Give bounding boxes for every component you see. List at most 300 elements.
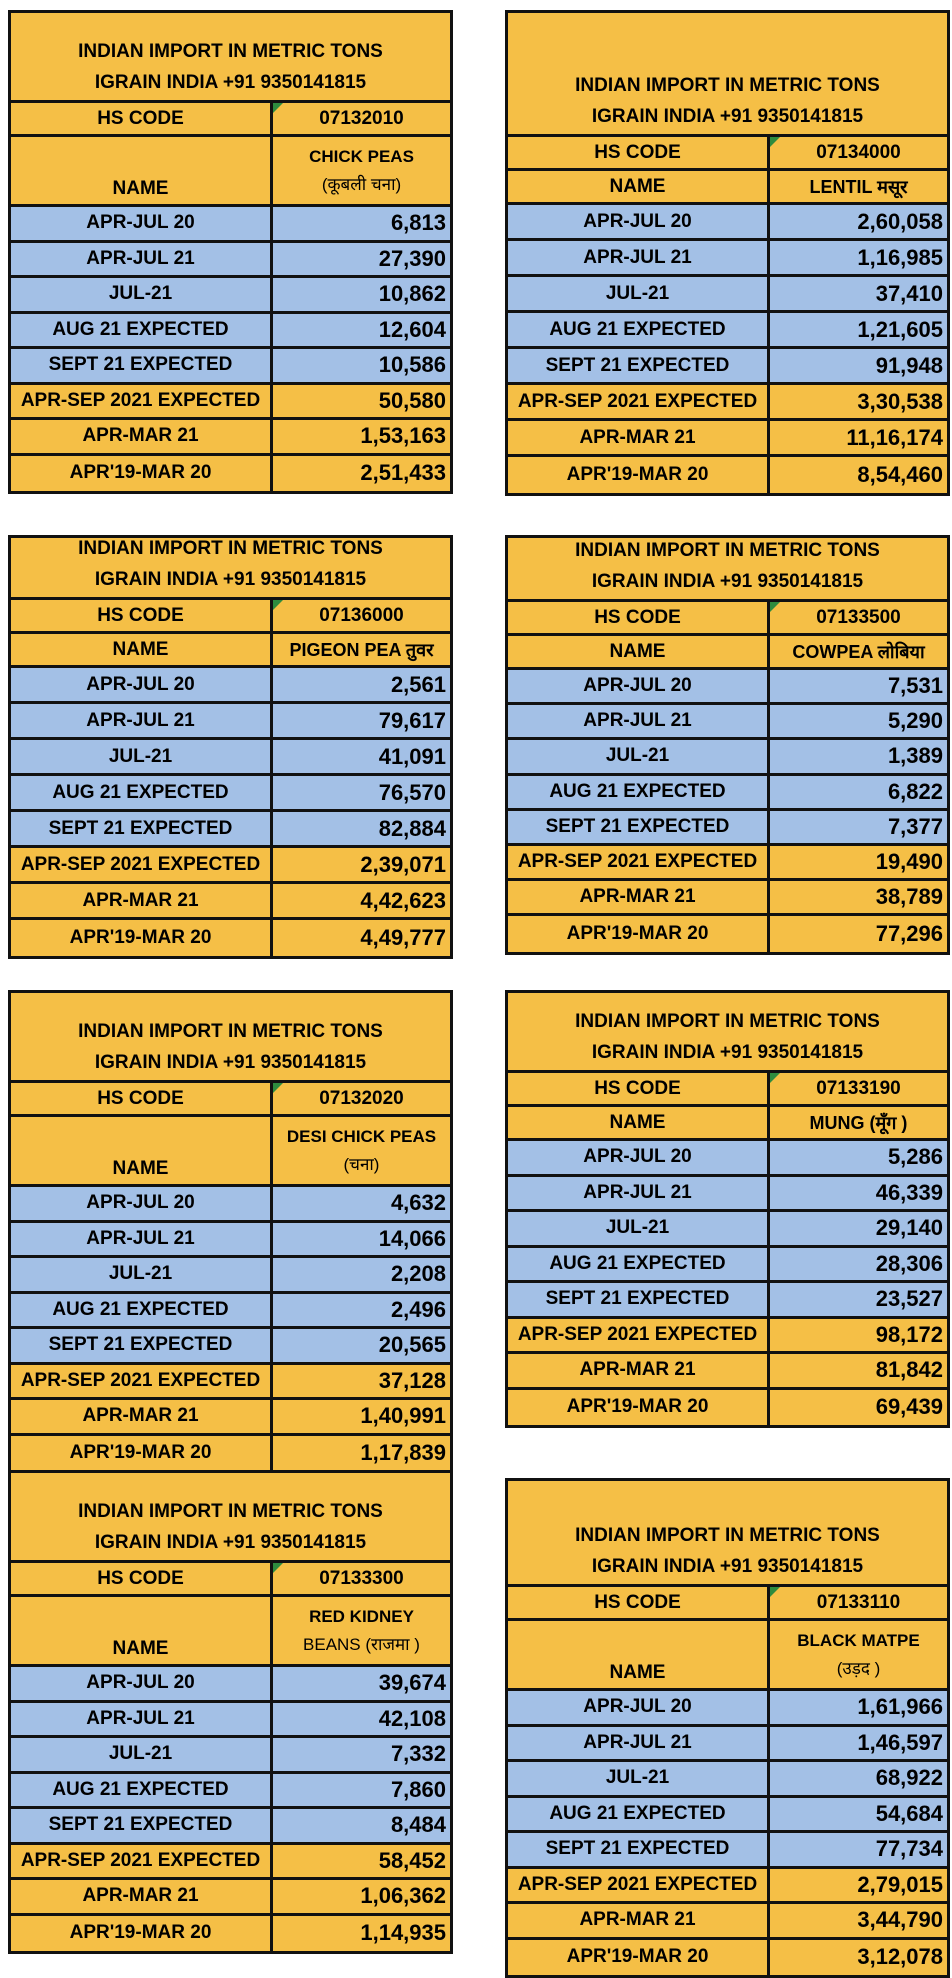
table-row [508, 1940, 947, 1976]
hs-code-value [273, 600, 450, 631]
comment-marker-icon [770, 137, 780, 147]
table-row [11, 1294, 450, 1330]
import-value: 1,61,966 [857, 1694, 943, 1720]
import-table [8, 1470, 453, 1954]
period-label: APR-JUL 20 [11, 668, 273, 701]
import-value: 6,813 [390, 210, 446, 236]
table-row [508, 1212, 947, 1248]
comment-marker-icon [770, 602, 780, 612]
period-label: APR'19-MAR 20 [508, 1390, 770, 1426]
table-row [508, 385, 947, 421]
period-label: APR-SEP 2021 EXPECTED [508, 846, 770, 878]
import-value: 76,570 [378, 779, 446, 805]
import-value: 91,948 [875, 352, 943, 378]
period-label: APR-JUL 20 [11, 207, 273, 240]
period-label: APR-JUL 20 [508, 670, 770, 702]
period-label: APR-MAR 21 [508, 421, 770, 454]
import-value: 11,16,174 [846, 424, 943, 450]
table-row [508, 205, 947, 241]
table-row [508, 241, 947, 277]
title-line: INDIAN IMPORT IN METRIC TONS [575, 540, 880, 561]
title-subline: IGRAIN INDIA +91 9350141815 [94, 569, 367, 590]
table-row [508, 740, 947, 775]
import-value: 20,565 [378, 1332, 446, 1358]
commodity-name-line1: MUNG (मूँग ) [809, 1112, 908, 1133]
hs-code-value [770, 1073, 947, 1104]
table-row [11, 812, 450, 848]
import-value: 8,484 [390, 1812, 446, 1838]
table-row [11, 920, 450, 956]
table-row [11, 385, 450, 421]
commodity-name [273, 1117, 450, 1184]
hs-code-label: HS CODE [508, 1073, 770, 1104]
period-label: APR-MAR 21 [508, 1904, 770, 1937]
period-label: APR-JUL 20 [508, 1141, 770, 1174]
table-row [508, 421, 947, 457]
import-value: 2,496 [390, 1296, 446, 1322]
table-row [11, 1916, 450, 1952]
name-row [508, 636, 947, 670]
period-label: APR'19-MAR 20 [508, 1940, 770, 1976]
period-label: JUL-21 [11, 740, 273, 773]
hs-code-label: HS CODE [11, 600, 273, 631]
import-value: 23,527 [875, 1286, 943, 1312]
title-subline: IGRAIN INDIA +91 9350141815 [591, 1042, 864, 1063]
import-value: 7,332 [390, 1741, 446, 1767]
period-label: APR-SEP 2021 EXPECTED [508, 1869, 770, 1902]
import-value: 81,842 [875, 1357, 943, 1383]
hs-code-label: HS CODE [11, 1563, 273, 1594]
table-row [508, 313, 947, 349]
name-row [11, 1597, 450, 1667]
period-label: APR-JUL 21 [11, 1703, 273, 1736]
table-row [11, 207, 450, 243]
period-label: APR-SEP 2021 EXPECTED [11, 1365, 273, 1398]
table-row [11, 704, 450, 740]
table-row [11, 848, 450, 884]
import-value: 79,617 [378, 707, 446, 733]
commodity-name-line1: LENTIL मसूर [809, 176, 908, 197]
commodity-name-line1: RED KIDNEY [309, 1606, 414, 1626]
name-row [11, 634, 450, 668]
period-label: APR-MAR 21 [508, 881, 770, 913]
period-label: JUL-21 [508, 1212, 770, 1245]
period-label: APR'19-MAR 20 [508, 916, 770, 951]
table-title [11, 1473, 450, 1563]
hs-code-text: 07133300 [319, 1567, 404, 1589]
table-title [11, 13, 450, 103]
hs-code-label: HS CODE [11, 1083, 273, 1114]
table-row [11, 1258, 450, 1294]
title-line: INDIAN IMPORT IN METRIC TONS [575, 75, 880, 96]
period-label: APR-JUL 20 [508, 1691, 770, 1724]
import-table [8, 535, 453, 959]
hs-code-value [273, 1083, 450, 1114]
comment-marker-icon [273, 103, 283, 113]
hs-code-text: 07136000 [319, 604, 404, 626]
table-row [11, 1845, 450, 1881]
table-row [11, 668, 450, 704]
import-value: 10,862 [378, 281, 446, 307]
name-row [508, 1621, 947, 1691]
hs-code-value [273, 103, 450, 134]
table-title [508, 993, 947, 1073]
import-value: 10,586 [378, 352, 446, 378]
commodity-name-line1: COWPEA लोबिया [792, 641, 925, 662]
table-row [508, 1798, 947, 1834]
name-label: NAME [508, 636, 770, 667]
period-label: AUG 21 EXPECTED [11, 314, 273, 347]
title-subline: IGRAIN INDIA +91 9350141815 [591, 571, 864, 592]
name-row [508, 1107, 947, 1141]
period-label: APR-JUL 20 [11, 1187, 273, 1220]
table-row [11, 243, 450, 279]
table-row [508, 349, 947, 385]
name-label: NAME [11, 1597, 273, 1664]
table-row [11, 314, 450, 350]
table-title [508, 13, 947, 137]
import-value: 54,684 [875, 1800, 943, 1826]
period-label: SEPT 21 EXPECTED [508, 811, 770, 843]
import-value: 37,128 [378, 1367, 446, 1393]
commodity-name [273, 634, 450, 665]
import-value: 2,208 [390, 1261, 446, 1287]
hs-code-row [508, 602, 947, 636]
import-value: 14,066 [378, 1225, 446, 1251]
table-row [11, 1365, 450, 1401]
table-title [11, 993, 450, 1083]
period-label: SEPT 21 EXPECTED [508, 1283, 770, 1316]
table-row [11, 1703, 450, 1739]
import-value: 1,389 [887, 743, 943, 769]
commodity-name-line2: BEANS (राजमा ) [303, 1634, 420, 1654]
table-row [11, 1667, 450, 1703]
table-row [508, 1727, 947, 1763]
table-title [508, 1481, 947, 1587]
import-value: 1,40,991 [360, 1403, 446, 1429]
commodity-name-line2: (उड़द ) [836, 1658, 881, 1678]
name-label: NAME [11, 1117, 273, 1184]
period-label: APR-JUL 21 [11, 704, 273, 737]
period-label: APR-JUL 20 [11, 1667, 273, 1700]
import-value: 1,16,985 [857, 244, 943, 270]
period-label: APR'19-MAR 20 [508, 457, 770, 493]
import-value: 5,286 [887, 1144, 943, 1170]
table-title [508, 538, 947, 602]
import-value: 3,30,538 [857, 388, 943, 414]
hs-code-row [508, 1073, 947, 1107]
table-row [508, 277, 947, 313]
period-label: SEPT 21 EXPECTED [11, 1329, 273, 1362]
name-label: NAME [11, 137, 273, 204]
hs-code-text: 07133190 [816, 1077, 901, 1099]
import-value: 6,822 [887, 778, 943, 804]
name-label: NAME [508, 171, 770, 202]
import-value: 1,53,163 [360, 423, 446, 449]
table-row [508, 670, 947, 705]
import-value: 1,17,839 [360, 1440, 446, 1466]
import-value: 1,14,935 [360, 1920, 446, 1946]
import-value: 27,390 [378, 245, 446, 271]
import-value: 41,091 [378, 743, 446, 769]
period-label: JUL-21 [11, 278, 273, 311]
period-label: APR-SEP 2021 EXPECTED [508, 385, 770, 418]
period-label: SEPT 21 EXPECTED [508, 349, 770, 382]
period-label: APR-JUL 21 [508, 241, 770, 274]
import-value: 38,789 [875, 884, 943, 910]
import-value: 19,490 [875, 849, 943, 875]
hs-code-row [508, 137, 947, 171]
title-line: INDIAN IMPORT IN METRIC TONS [78, 41, 383, 62]
period-label: APR-SEP 2021 EXPECTED [11, 848, 273, 881]
commodity-name [770, 1621, 947, 1688]
title-line: INDIAN IMPORT IN METRIC TONS [78, 1021, 383, 1042]
table-row [11, 740, 450, 776]
period-label: APR-JUL 20 [508, 205, 770, 238]
import-table [505, 10, 950, 496]
import-value: 58,452 [378, 1847, 446, 1873]
title-subline: IGRAIN INDIA +91 9350141815 [94, 1532, 367, 1553]
period-label: APR'19-MAR 20 [11, 1916, 273, 1952]
commodity-name [273, 1597, 450, 1664]
import-value: 12,604 [378, 316, 446, 342]
period-label: SEPT 21 EXPECTED [11, 1809, 273, 1842]
import-value: 42,108 [378, 1705, 446, 1731]
hs-code-row [11, 1083, 450, 1117]
import-value: 4,632 [390, 1190, 446, 1216]
table-row [508, 1762, 947, 1798]
period-label: AUG 21 EXPECTED [11, 1294, 273, 1327]
table-row [11, 456, 450, 492]
period-label: APR-MAR 21 [11, 420, 273, 453]
import-value: 2,60,058 [857, 208, 943, 234]
period-label: AUG 21 EXPECTED [11, 1774, 273, 1807]
period-label: JUL-21 [508, 1762, 770, 1795]
table-row [508, 846, 947, 881]
import-value: 7,860 [390, 1776, 446, 1802]
hs-code-row [11, 1563, 450, 1597]
period-label: JUL-21 [11, 1258, 273, 1291]
hs-code-row [11, 600, 450, 634]
period-label: AUG 21 EXPECTED [508, 776, 770, 808]
title-line: INDIAN IMPORT IN METRIC TONS [78, 1501, 383, 1522]
commodity-name [273, 137, 450, 204]
import-value: 2,39,071 [360, 851, 446, 877]
table-row [11, 1223, 450, 1259]
table-row [11, 1436, 450, 1472]
hs-code-value [770, 602, 947, 633]
title-subline: IGRAIN INDIA +91 9350141815 [94, 72, 367, 93]
period-label: APR'19-MAR 20 [11, 1436, 273, 1472]
period-label: APR-SEP 2021 EXPECTED [508, 1319, 770, 1352]
period-label: SEPT 21 EXPECTED [11, 349, 273, 382]
period-label: SEPT 21 EXPECTED [508, 1833, 770, 1866]
period-label: AUG 21 EXPECTED [508, 1248, 770, 1281]
table-row [508, 1904, 947, 1940]
import-value: 8,54,460 [857, 462, 943, 487]
period-label: AUG 21 EXPECTED [508, 313, 770, 346]
import-value: 28,306 [875, 1250, 943, 1276]
import-value: 7,377 [887, 813, 943, 839]
table-row [11, 420, 450, 456]
hs-code-label: HS CODE [508, 602, 770, 633]
import-value: 2,79,015 [857, 1871, 943, 1897]
table-row [508, 1177, 947, 1213]
import-value: 4,42,623 [360, 887, 446, 913]
comment-marker-icon [770, 1587, 780, 1597]
table-row [508, 916, 947, 951]
table-row [11, 1187, 450, 1223]
table-row [508, 1248, 947, 1284]
commodity-name [770, 636, 947, 667]
period-label: APR-JUL 21 [508, 705, 770, 737]
title-subline: IGRAIN INDIA +91 9350141815 [94, 1052, 367, 1073]
period-label: AUG 21 EXPECTED [11, 776, 273, 809]
hs-code-value [770, 137, 947, 168]
hs-code-row [508, 1587, 947, 1621]
import-value: 2,561 [390, 671, 446, 697]
import-value: 82,884 [378, 815, 446, 841]
name-label: NAME [508, 1621, 770, 1688]
import-value: 77,296 [875, 920, 943, 946]
commodity-name-line2: (चना) [343, 1154, 380, 1174]
import-table [505, 1478, 950, 1978]
period-label: JUL-21 [508, 277, 770, 310]
table-row [11, 776, 450, 812]
hs-code-label: HS CODE [508, 1587, 770, 1618]
commodity-name [770, 171, 947, 202]
period-label: JUL-21 [508, 740, 770, 772]
comment-marker-icon [770, 1073, 780, 1083]
table-row [508, 1390, 947, 1426]
hs-code-text: 07132010 [319, 107, 404, 129]
hs-code-label: HS CODE [508, 137, 770, 168]
hs-code-label: HS CODE [11, 103, 273, 134]
import-value: 1,46,597 [857, 1729, 943, 1755]
table-row [508, 811, 947, 846]
title-line: INDIAN IMPORT IN METRIC TONS [78, 538, 383, 559]
table-row [11, 278, 450, 314]
title-line: INDIAN IMPORT IN METRIC TONS [575, 1525, 880, 1546]
comment-marker-icon [273, 600, 283, 610]
period-label: APR'19-MAR 20 [11, 456, 273, 492]
table-row [11, 1400, 450, 1436]
table-row [11, 884, 450, 920]
period-label: APR-MAR 21 [508, 1354, 770, 1387]
commodity-name-line1: CHICK PEAS [309, 146, 414, 166]
commodity-name-line1: PIGEON PEA तुवर [289, 639, 434, 660]
import-value: 37,410 [875, 280, 943, 306]
import-value: 50,580 [378, 387, 446, 413]
table-title [11, 538, 450, 600]
table-row [11, 1329, 450, 1365]
import-value: 2,51,433 [360, 460, 446, 486]
table-row [508, 1833, 947, 1869]
import-value: 4,49,777 [360, 925, 446, 950]
import-value: 68,922 [875, 1765, 943, 1791]
period-label: APR-JUL 21 [508, 1727, 770, 1760]
period-label: APR-MAR 21 [11, 1400, 273, 1433]
name-row [11, 137, 450, 207]
period-label: APR-MAR 21 [11, 884, 273, 917]
import-value: 98,172 [875, 1321, 943, 1347]
import-value: 1,21,605 [857, 316, 943, 342]
table-row [508, 1354, 947, 1390]
hs-code-value [770, 1587, 947, 1618]
comment-marker-icon [273, 1563, 283, 1573]
table-row [11, 1738, 450, 1774]
import-value: 77,734 [875, 1836, 943, 1862]
import-table [505, 990, 950, 1428]
table-row [508, 776, 947, 811]
hs-code-text: 07133500 [816, 606, 901, 628]
name-row [11, 1117, 450, 1187]
commodity-name [770, 1107, 947, 1138]
import-value: 46,339 [875, 1179, 943, 1205]
table-row [508, 1319, 947, 1355]
commodity-name-line1: BLACK MATPE [797, 1630, 920, 1650]
import-table [505, 535, 950, 955]
import-value: 69,439 [875, 1394, 943, 1420]
import-table [8, 990, 453, 1474]
import-value: 5,290 [887, 708, 943, 734]
period-label: AUG 21 EXPECTED [508, 1798, 770, 1831]
period-label: APR-JUL 21 [508, 1177, 770, 1210]
table-row [508, 457, 947, 493]
import-value: 7,531 [887, 673, 943, 699]
title-subline: IGRAIN INDIA +91 9350141815 [591, 1556, 864, 1577]
hs-code-text: 07134000 [816, 141, 901, 163]
table-row [11, 1774, 450, 1810]
comment-marker-icon [273, 1083, 283, 1093]
period-label: APR-SEP 2021 EXPECTED [11, 1845, 273, 1878]
table-row [508, 1691, 947, 1727]
commodity-name-line1: DESI CHICK PEAS [286, 1126, 437, 1146]
import-table [8, 10, 453, 494]
period-label: APR-MAR 21 [11, 1880, 273, 1913]
table-row [508, 881, 947, 916]
title-subline: IGRAIN INDIA +91 9350141815 [591, 106, 864, 127]
import-value: 3,44,790 [857, 1907, 943, 1933]
table-row [508, 1141, 947, 1177]
name-label: NAME [508, 1107, 770, 1138]
title-line: INDIAN IMPORT IN METRIC TONS [575, 1011, 880, 1032]
table-row [508, 1283, 947, 1319]
period-label: APR-SEP 2021 EXPECTED [11, 385, 273, 418]
hs-code-text: 07133110 [816, 1591, 901, 1613]
name-row [508, 171, 947, 205]
table-row [508, 705, 947, 740]
table-row [11, 349, 450, 385]
table-row [11, 1880, 450, 1916]
table-row [11, 1809, 450, 1845]
period-label: SEPT 21 EXPECTED [11, 812, 273, 845]
hs-code-row [11, 103, 450, 137]
period-label: APR'19-MAR 20 [11, 920, 273, 956]
period-label: APR-JUL 21 [11, 1223, 273, 1256]
import-value: 29,140 [875, 1215, 943, 1241]
period-label: APR-JUL 21 [11, 243, 273, 276]
hs-code-value [273, 1563, 450, 1594]
name-label: NAME [11, 634, 273, 665]
hs-code-text: 07132020 [319, 1087, 404, 1109]
import-value: 1,06,362 [360, 1883, 446, 1909]
table-row [508, 1869, 947, 1905]
import-value: 39,674 [378, 1670, 446, 1696]
commodity-name-line2: (कूबली चना) [321, 174, 402, 194]
import-value: 3,12,078 [857, 1944, 943, 1970]
period-label: JUL-21 [11, 1738, 273, 1771]
